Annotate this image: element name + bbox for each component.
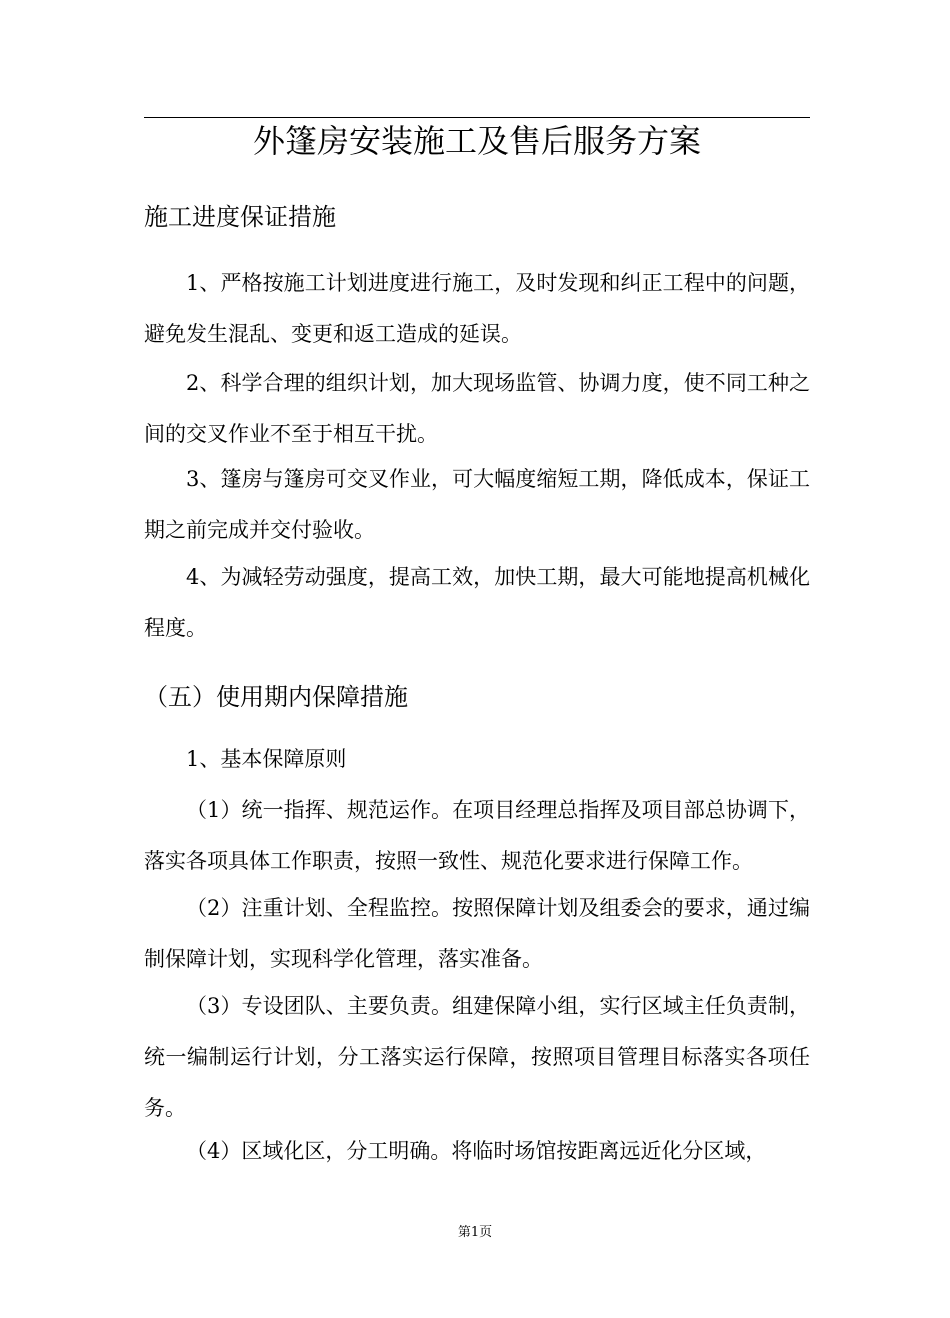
paragraph-guarantee-3: （3）专设团队、主要负责。组建保障小组，实行区域主任负责制，统一编制运行计划，分工落实运行保障，按照项目管理目标落实各项任务。 xyxy=(144,994,810,1120)
paragraph-schedule-1: 1、严格按施工计划进度进行施工，及时发现和纠正工程中的问题，避免发生混乱、变更和返工造成的延误。 xyxy=(144,271,810,346)
page-number: 第1页 xyxy=(457,1225,493,1240)
paragraph-schedule-2: 2、科学合理的组织计划，加大现场监管、协调力度，使不同工种之间的交叉作业不至于相互干扰。 xyxy=(144,371,810,446)
paragraph-guarantee-2: （2）注重计划、全程监控。按照保障计划及组委会的要求，通过编制保障计划，实现科学化管理，落实准备。 xyxy=(144,896,810,971)
paragraph-schedule-3: 3、篷房与篷房可交叉作业，可大幅度缩短工期，降低成本，保证工期之前完成并交付验收。 xyxy=(144,467,810,542)
subheading-basic-principles: 1、基本保障原则 xyxy=(186,747,347,771)
paragraph-guarantee-4: （4）区域化区，分工明确。将临时场馆按距离远近化分区域， xyxy=(186,1139,767,1163)
header-rule xyxy=(144,117,810,118)
paragraph-guarantee-1: （1）统一指挥、规范运作。在项目经理总指挥及项目部总协调下，落实各项具体工作职责，按照一致性、规范化要求进行保障工作。 xyxy=(144,798,810,873)
document-title: 外篷房安装施工及售后服务方案 xyxy=(252,122,701,160)
section-heading-guarantee: （五）使用期内保障措施 xyxy=(144,683,408,711)
paragraph-schedule-4: 4、为减轻劳动强度，提高工效，加快工期，最大可能地提高机械化程度。 xyxy=(144,565,810,640)
section-heading-schedule: 施工进度保证措施 xyxy=(144,203,336,231)
